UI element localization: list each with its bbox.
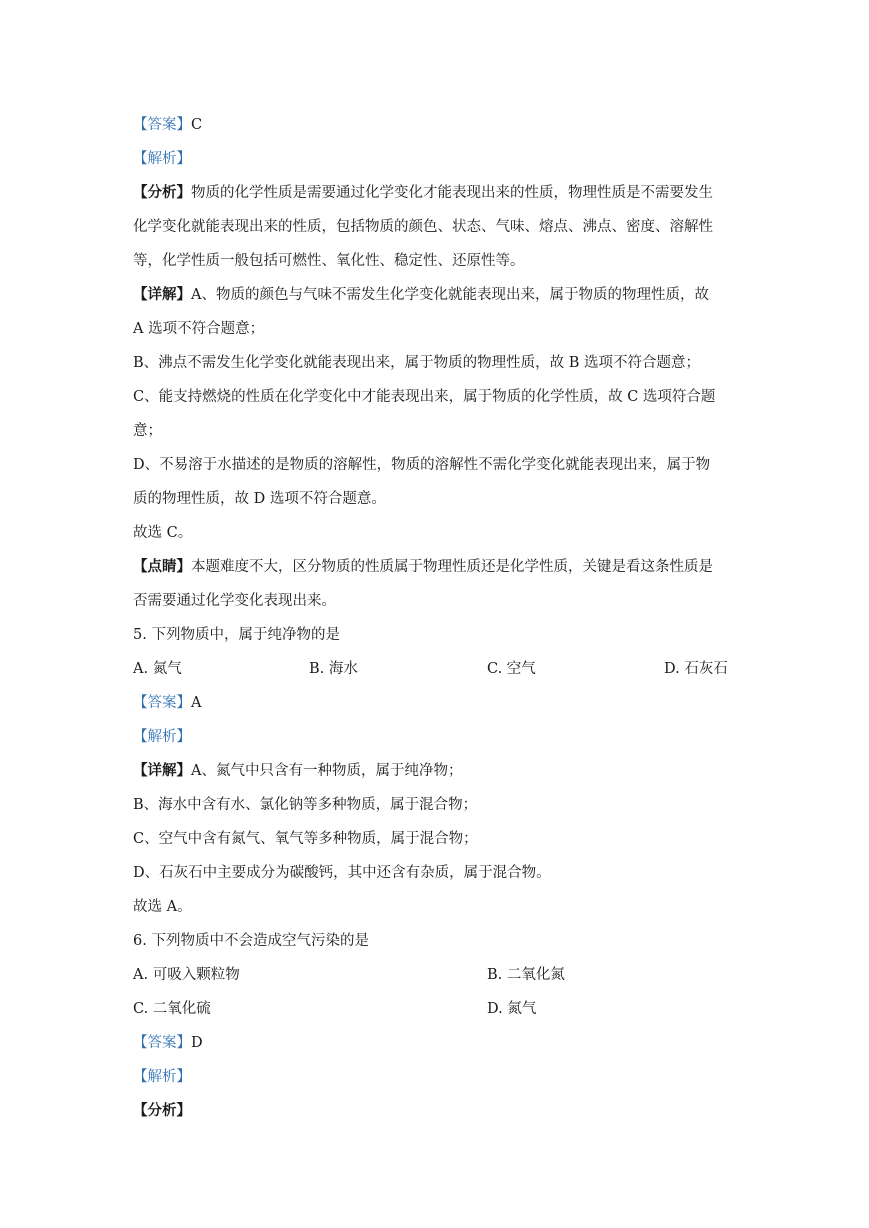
q6-options-row-1 [133, 958, 743, 992]
xiangjie-text: A、物质的颜色与气味不需发生化学变化就能表现出来，属于物质的物理性质，故 [191, 287, 709, 303]
fenxi-text: 物质的化学性质是需要通过化学变化才能表现出来的性质，物理性质是不需要发生 [191, 185, 713, 201]
document-page [133, 108, 743, 1128]
q5-analysis-tag: 【解析】 [133, 729, 191, 745]
q5-option-d: D. 石灰石 [664, 661, 728, 677]
q5-xiangjie-line-2: B、海水中含有水、氯化钠等多种物质，属于混合物； [133, 797, 478, 813]
q4-xiangjie-line-4: C、能支持燃烧的性质在化学变化中才能表现出来，属于物质的化学性质，故 C 选项符合题 [133, 389, 716, 405]
q4-xiangjie-line-7: 质的物理性质，故 D 选项不符合题意。 [133, 491, 386, 507]
q4-xiangjie-line-6: D、不易溶于水描述的是物质的溶解性，物质的溶解性不需化学变化就能表现出来，属于物 [133, 457, 711, 473]
q5-option-c: C. 空气 [487, 661, 536, 677]
q6-option-a: A. 可吸入颗粒物 [133, 967, 240, 983]
q6-analysis-tag: 【解析】 [133, 1069, 191, 1085]
answer-tag: 【答案】 [133, 117, 191, 133]
q4-fenxi-line-2: 化学变化就能表现出来的性质，包括物质的颜色、状态、气味、熔点、沸点、密度、溶解性 [133, 219, 713, 235]
q5-option-a: A. 氮气 [133, 661, 182, 677]
q4-analysis-tag: 【解析】 [133, 151, 191, 167]
q5-stem: 5. 下列物质中，属于纯净物的是 [133, 627, 340, 643]
q5-answer-line [133, 686, 743, 720]
q6-options-row-2 [133, 992, 743, 1026]
q6-stem: 6. 下列物质中不会造成空气污染的是 [133, 933, 369, 949]
q4-xiangjie-line-1 [133, 278, 743, 312]
answer-tag: 【答案】 [133, 1035, 191, 1051]
q4-fenxi-line-1 [133, 176, 743, 210]
q5-xiangjie-line-3: C、空气中含有氮气、氧气等多种物质，属于混合物； [133, 831, 478, 847]
answer-tag: 【答案】 [133, 695, 191, 711]
q5-xiangjie-line-1 [133, 754, 743, 788]
q6-option-d: D. 氮气 [487, 1001, 537, 1017]
q5-xiangjie-line-5: 故选 A。 [133, 899, 192, 915]
answer-value: A [191, 695, 202, 711]
q6-option-c: C. 二氧化硫 [133, 1001, 211, 1017]
dianjing-text: 本题难度不大，区分物质的性质属于物理性质还是化学性质，关键是看这条性质是 [191, 559, 713, 575]
q5-option-b: B. 海水 [309, 661, 358, 677]
fenxi-tag: 【分析】 [133, 184, 191, 201]
q4-answer-line [133, 108, 743, 142]
xiangjie-tag: 【详解】 [133, 762, 191, 779]
answer-value: D [191, 1035, 203, 1051]
xiangjie-text: A、氮气中只含有一种物质，属于纯净物； [191, 763, 463, 779]
q5-options [133, 652, 743, 686]
q4-xiangjie-line-3: B、沸点不需发生化学变化就能表现出来，属于物质的物理性质，故 B 选项不符合题意； [133, 355, 701, 371]
q4-fenxi-line-3: 等，化学性质一般包括可燃性、氧化性、稳定性、还原性等。 [133, 253, 525, 269]
q4-xiangjie-line-2: A 选项不符合题意； [133, 321, 265, 337]
q4-dianjing-line-1 [133, 550, 743, 584]
q5-xiangjie-line-4: D、石灰石中主要成分为碳酸钙，其中还含有杂质，属于混合物。 [133, 865, 551, 881]
q4-dianjing-line-2: 否需要通过化学变化表现出来。 [133, 593, 336, 609]
q6-option-b: B. 二氧化氮 [487, 967, 565, 983]
q6-answer-line [133, 1026, 743, 1060]
q6-fenxi-tag: 【分析】 [133, 1102, 191, 1119]
answer-value: C [191, 117, 203, 133]
q4-xiangjie-line-5: 意； [133, 423, 162, 439]
xiangjie-tag: 【详解】 [133, 286, 191, 303]
q4-xiangjie-line-8: 故选 C。 [133, 525, 193, 541]
dianjing-tag: 【点睛】 [133, 558, 191, 575]
